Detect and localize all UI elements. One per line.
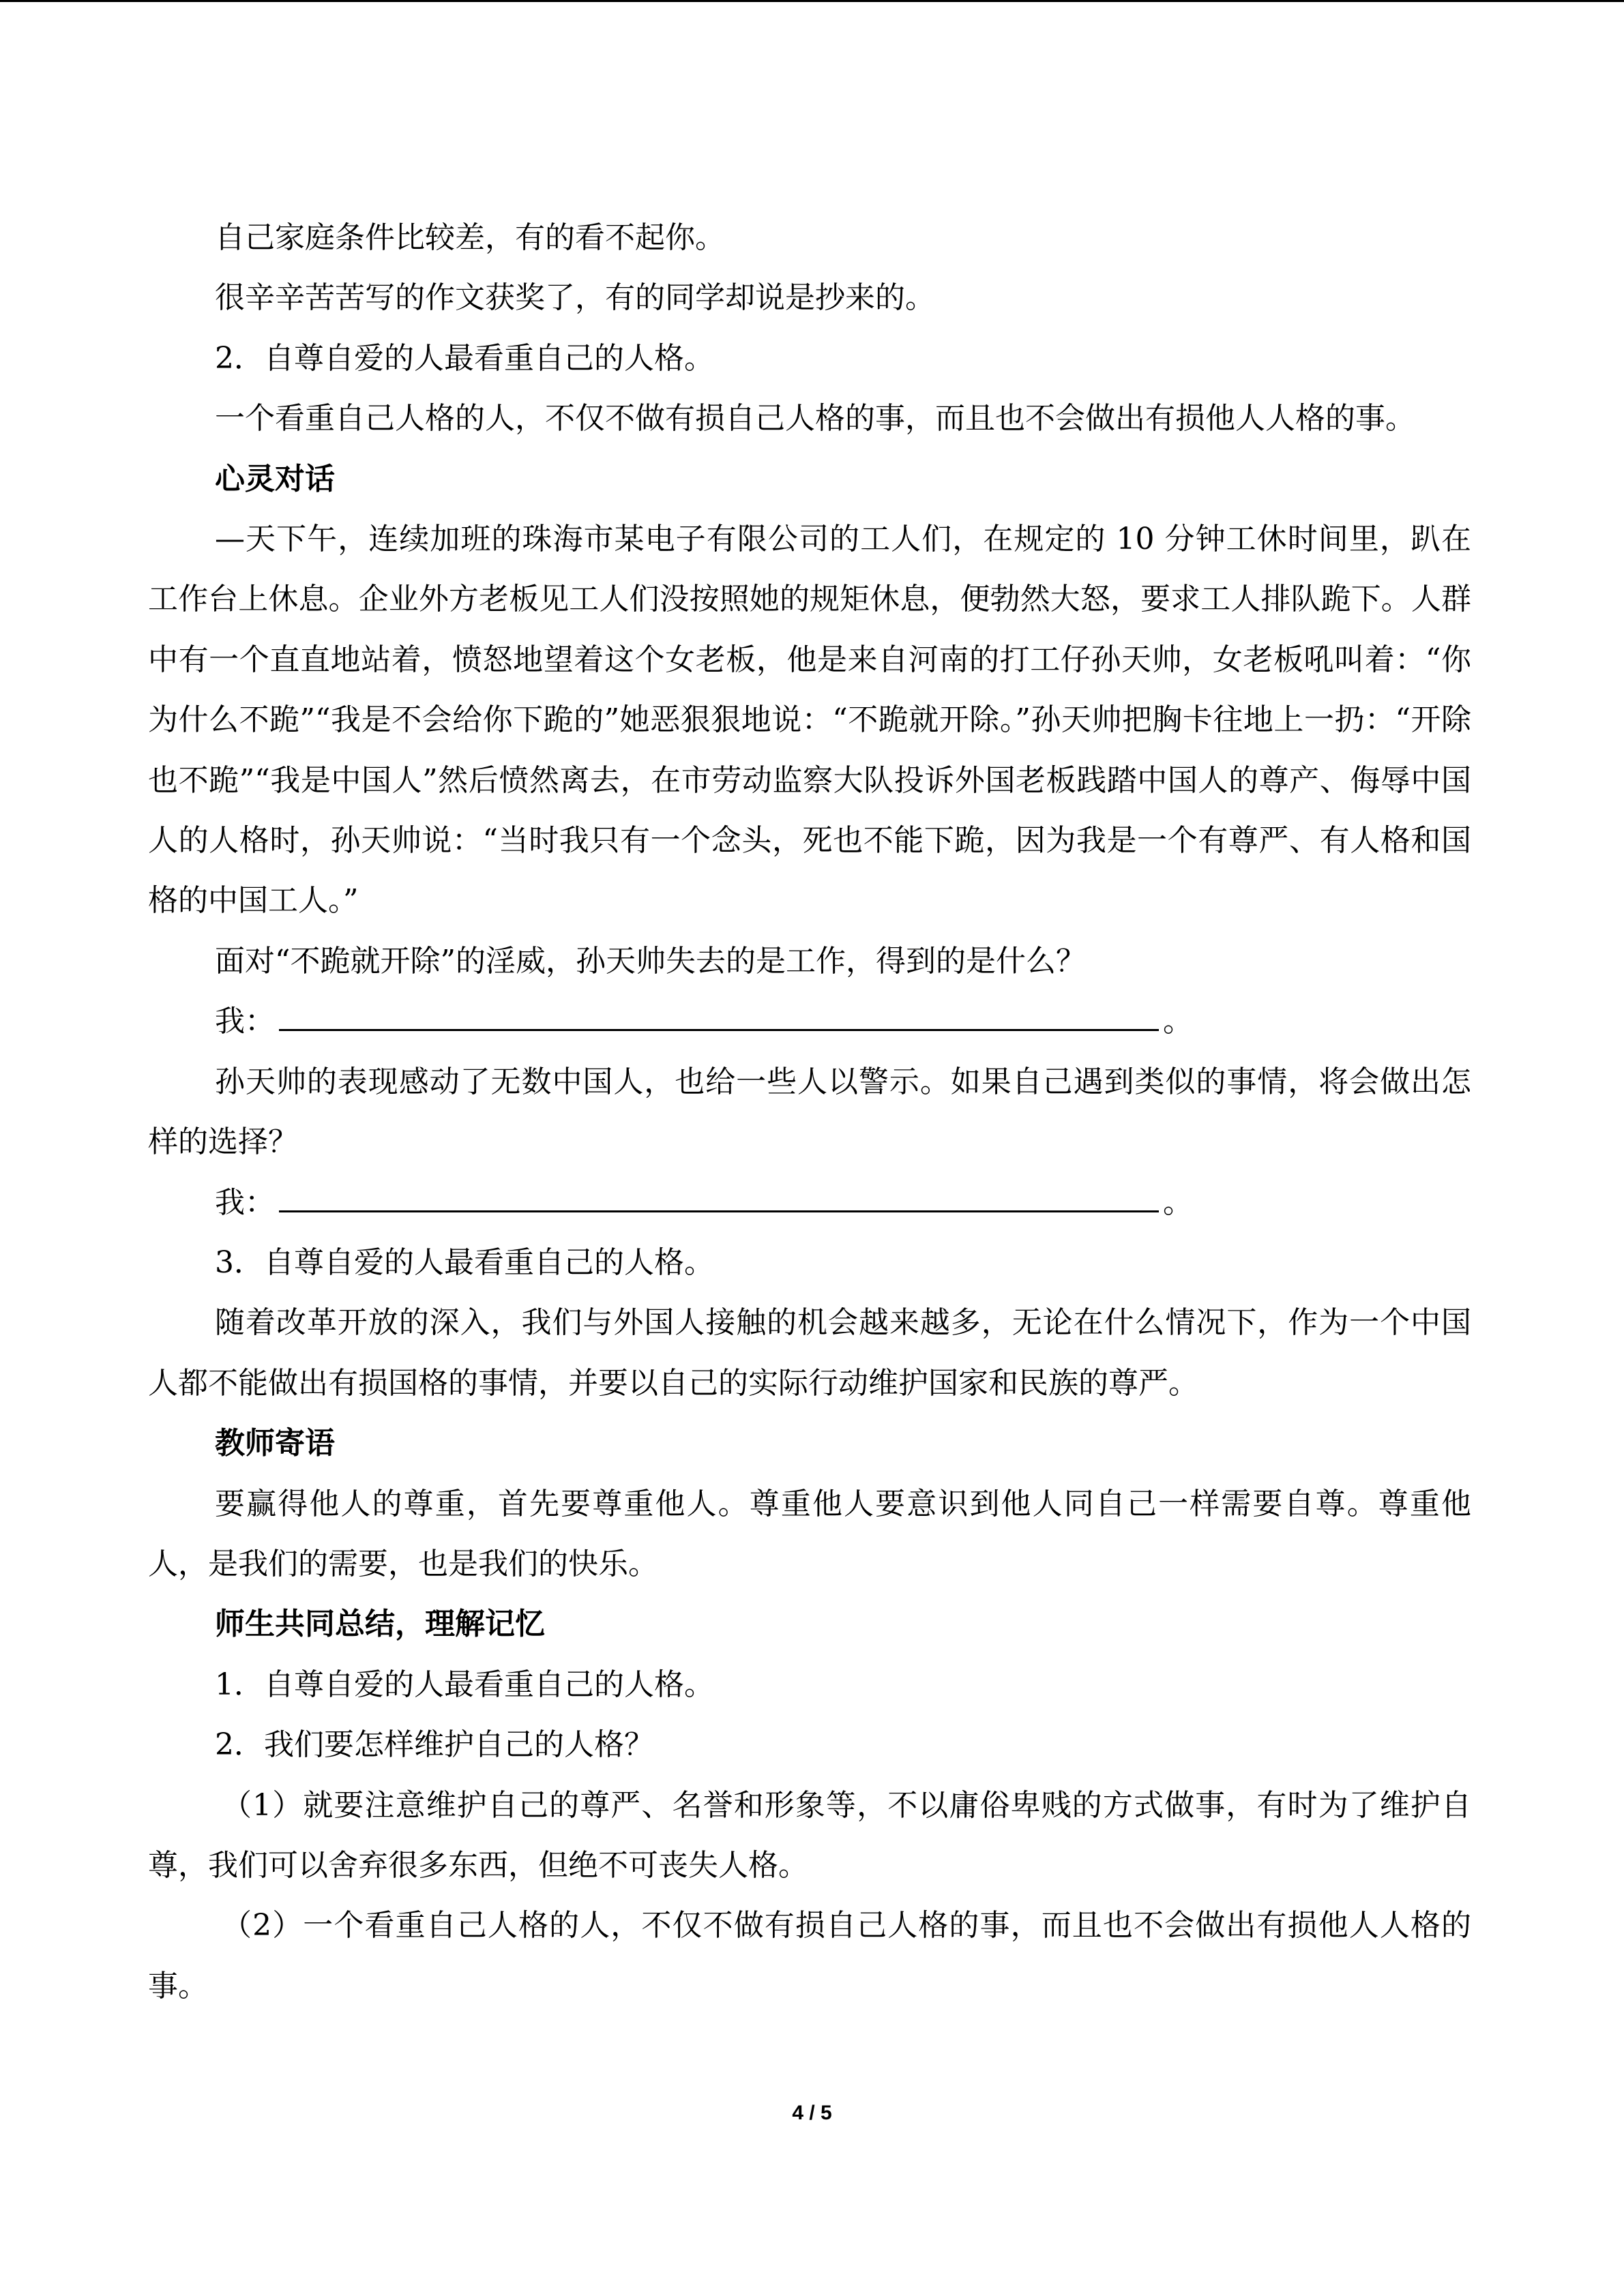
summary-point: 2．我们要怎样维护自己的人格？ xyxy=(215,1727,654,1763)
document-body xyxy=(148,208,1471,2016)
section-heading: 师生共同总结，理解记忆 xyxy=(215,1607,545,1642)
answer-blank[interactable] xyxy=(279,1029,1159,1031)
answer-suffix: 。 xyxy=(1163,1184,1193,1220)
summary-point: 1．自尊自爱的人最看重自己的人格。 xyxy=(215,1667,714,1702)
paragraph: 随着改革开放的深入，我们与外国人接触的机会越来越多，无论在什么情况下，作为一个中国人都不能做出有损国格的事情，并要以自己的实际行动维护国家和民族的尊严。 xyxy=(148,1305,1471,1401)
story-paragraph: —天下午，连续加班的珠海市某电子有限公司的工人们，在规定的 10 分钟工休时间里，趴在工作台上休息。企业外方老板见工人们没按照她的规矩休息，便勃然大怒，要求工人排队跪下。人群中有一个直直地站着，愤怒地望着这个女老板，他是来自河南的打工仔孙天帅，女老板吼叫着：“你为什么不跪”“我是不会给你下跪的”她恶狠狠地说：“不跪就开除。”孙天帅把胸卡往地上一扔：“开除也不跪”“我是中国人”然后愤然离去，在市劳动监察大队投诉外国老板践踏中国人的尊产、侮辱中国人的人格时，孙天帅说：“当时我只有一个念头，死也不能下跪，因为我是一个有尊严、有人格和国格的中国工人。” xyxy=(148,522,1471,919)
paragraph: 要赢得他人的尊重，首先要尊重他人。尊重他人要意识到他人同自己一样需要自尊。尊重他人，是我们的需要，也是我们的快乐。 xyxy=(148,1486,1471,1581)
paragraph: 自己家庭条件比较差，有的看不起你。 xyxy=(215,220,725,255)
answer-blank[interactable] xyxy=(279,1210,1159,1212)
paragraph: 很辛辛苦苦写的作文获奖了，有的同学却说是抄来的。 xyxy=(215,280,935,316)
page-number: 4 / 5 xyxy=(792,2102,832,2124)
answer-prefix: 我： xyxy=(215,1184,275,1220)
question: 孙天帅的表现感动了无数中国人，也给一些人以警示。如果自己遇到类似的事情，将会做出怎样的选择？ xyxy=(148,1064,1471,1160)
paragraph: 2．自尊自爱的人最看重自己的人格。 xyxy=(215,340,714,376)
answer-suffix: 。 xyxy=(1163,1004,1193,1039)
answer-prefix: 我： xyxy=(215,1004,275,1039)
answer-line xyxy=(148,992,1471,1052)
summary-subpoint: （2）一个看重自己人格的人，不仅不做有损自己人格的事，而且也不会做出有损他人人格的事。 xyxy=(148,1908,1471,2003)
section-heading: 教师寄语 xyxy=(215,1426,335,1461)
summary-subpoint: （1）就要注意维护自己的尊严、名誉和形象等，不以庸俗卑贱的方式做事，有时为了维护自尊，我们可以舍弃很多东西，但绝不可丧失人格。 xyxy=(148,1787,1471,1883)
paragraph: 3．自尊自爱的人最看重自己的人格。 xyxy=(215,1244,714,1280)
paragraph: 一个看重自己人格的人，不仅不做有损自己人格的事，而且也不会做出有损他人人格的事。 xyxy=(215,401,1415,436)
answer-line xyxy=(148,1173,1471,1233)
page-top-border xyxy=(0,0,1624,2)
question: 面对“不跪就开除”的淫威，孙天帅失去的是工作，得到的是什么？ xyxy=(215,943,1086,979)
section-heading: 心灵对话 xyxy=(215,461,335,496)
